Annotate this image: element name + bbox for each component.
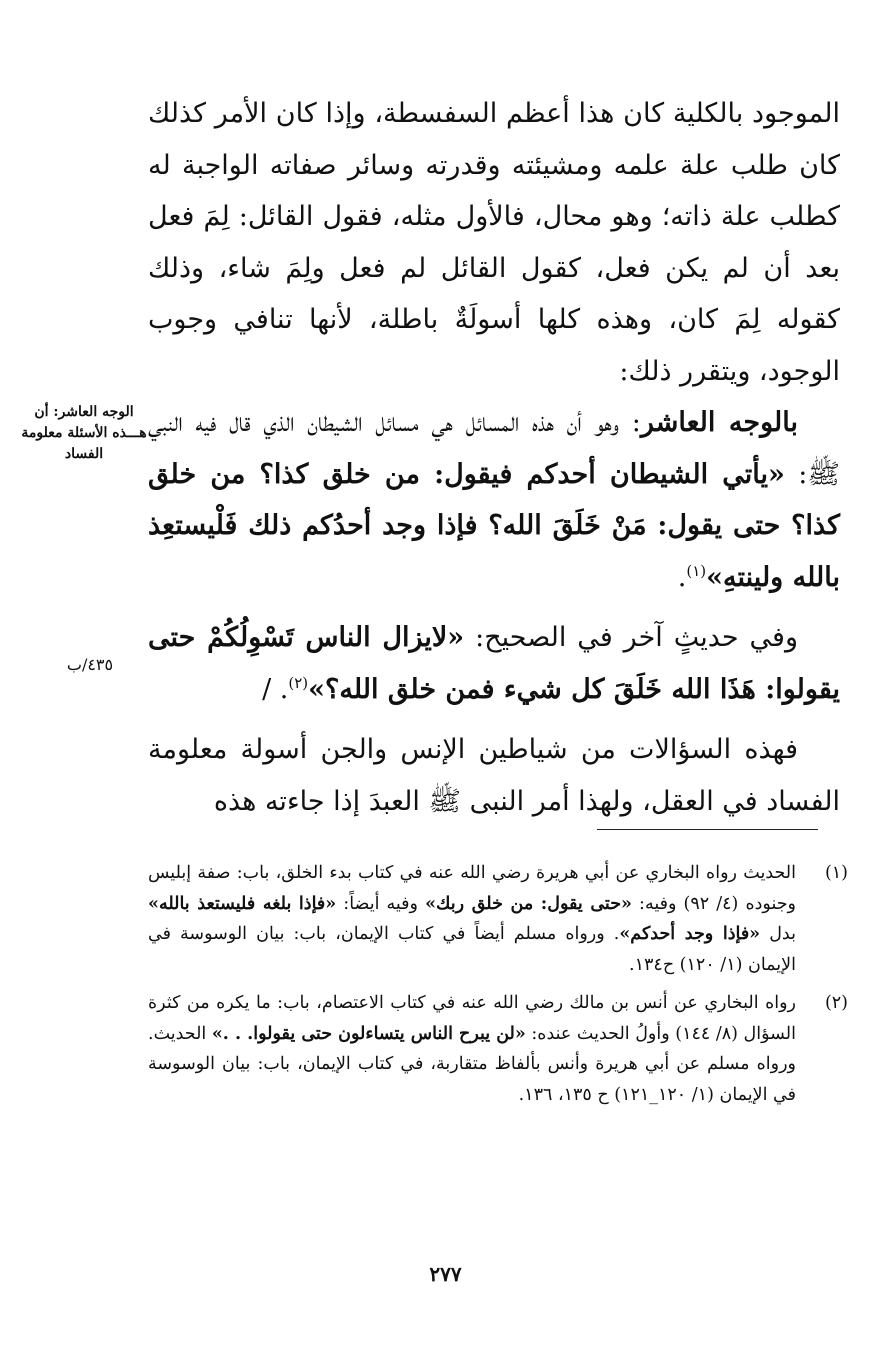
footnote-text: . ورواه مسلم أيضاً في كتاب الإيمان، باب: بيان الوسوسة في الإيمان (١/ ١٢٠) ح١٣٤. — [148, 924, 796, 975]
footnote-separator — [597, 829, 818, 830]
margin-note-manuscript-folio: ٤٣٥/ب — [66, 655, 114, 674]
paragraph-3-end: . / — [262, 673, 289, 705]
footnote-ref-1: (١) — [686, 561, 707, 580]
footnote-quote: «فإذا بلغه فليستعذ بالله» — [148, 893, 337, 914]
paragraph-2 — [148, 397, 840, 603]
paragraph-1: الموجود بالكلية كان هذا أعظم السفسطة، وإذا كان الأمر كذلك كان طلب علة علمه ومشيئته وقدرته وسائر صفاته الواجبة له كطلب علة ذاته؛ وهو محال، فالأول مثله، فقول القائل: لِمَ فعل بعد أن لم يكن فعل، كقول القائل لم فعل ولِمَ شاء، وذلك كقوله لِمَ كان، وهذه كلها أسولَةٌ باطلة، لأنها تنافي وجوب الوجود، ويتقرر ذلك: — [148, 98, 840, 387]
footnote-2 — [148, 988, 848, 1110]
footnote-text: بدل — [760, 924, 796, 944]
hadith-quote-1: «يأتي الشيطان أحدكم فيقول: من خلق كذا؟ من خلق كذا؟ حتى يقول: مَنْ خَلَقَ الله؟ فإذا وجد أحدُكم ذلك فَلْيستعِذ بالله ولينتهِ» — [148, 458, 840, 593]
paragraph-3-text: وفي حديثٍ آخر في الصحيح: — [464, 622, 798, 653]
footnote-quote: «لن يبرح الناس يتساءلون حتى يقولوا. . .» — [211, 1023, 526, 1044]
footnote-number: (٢) — [824, 993, 848, 1013]
tenth-aspect-heading: بالوجه العاشر — [640, 407, 798, 438]
footnote-text: رواه البخاري عن أنس بن مالك رضي الله عنه في كتاب الاعتصام، باب: ما يكره من كثرة السؤال (٨/ ١٤٤) وأولُ الحديث عنده: — [148, 993, 796, 1044]
paragraph-2-text: : وهو أن هذه المسائل هي مسائل الشيطان الذي قال فيه النبي ﷺ: — [148, 407, 840, 490]
footnote-1 — [148, 858, 848, 980]
paragraph-3 — [148, 612, 840, 715]
footnote-number: (١) — [824, 863, 848, 883]
paragraph-2-end: . — [677, 561, 687, 593]
hadith-quote-2: «لايزال الناس تَسْوِلُكُمْ حتى يقولوا: هَذَا الله خَلَقَ كل شيء فمن خلق الله؟» — [148, 622, 840, 705]
footnote-text: الحديث رواه البخاري عن أبي هريرة رضي الله عنه في كتاب بدء الخلق، باب: صفة إبليس وجنوده (٤/ ٩٢) وفيه: — [148, 863, 797, 914]
footnote-ref-2: (٢) — [288, 673, 309, 692]
main-text-body — [148, 88, 840, 827]
margin-note-tenth-aspect: الوجه العاشر: أن هـــذه الأسئلة معلومة الفساد — [21, 404, 147, 462]
page-number: ٢٧٧ — [429, 1262, 462, 1286]
footnotes-section — [148, 858, 848, 1118]
footnote-quote: «حتى يقول: من خلق ربك» — [425, 893, 632, 914]
footnote-text: وفيه أيضاً: — [336, 893, 426, 914]
footnote-text: الحديث. ورواه مسلم عن أبي هريرة وأنس بألفاظ متقاربة، في كتاب الإيمان، باب: بيان الوسوسة في الإيمان (١/ ١٢٠_١٢١) ح ١٣٥، ١٣٦. — [148, 1023, 796, 1105]
footnote-quote: «فإذا وجد أحدكم» — [619, 924, 761, 944]
paragraph-4: فهذه السؤالات من شياطين الإنس والجن أسولة معلومة الفساد في العقل، ولهذا أمر النبى ﷺ العبدَ إذا جاءته هذه — [148, 734, 840, 817]
